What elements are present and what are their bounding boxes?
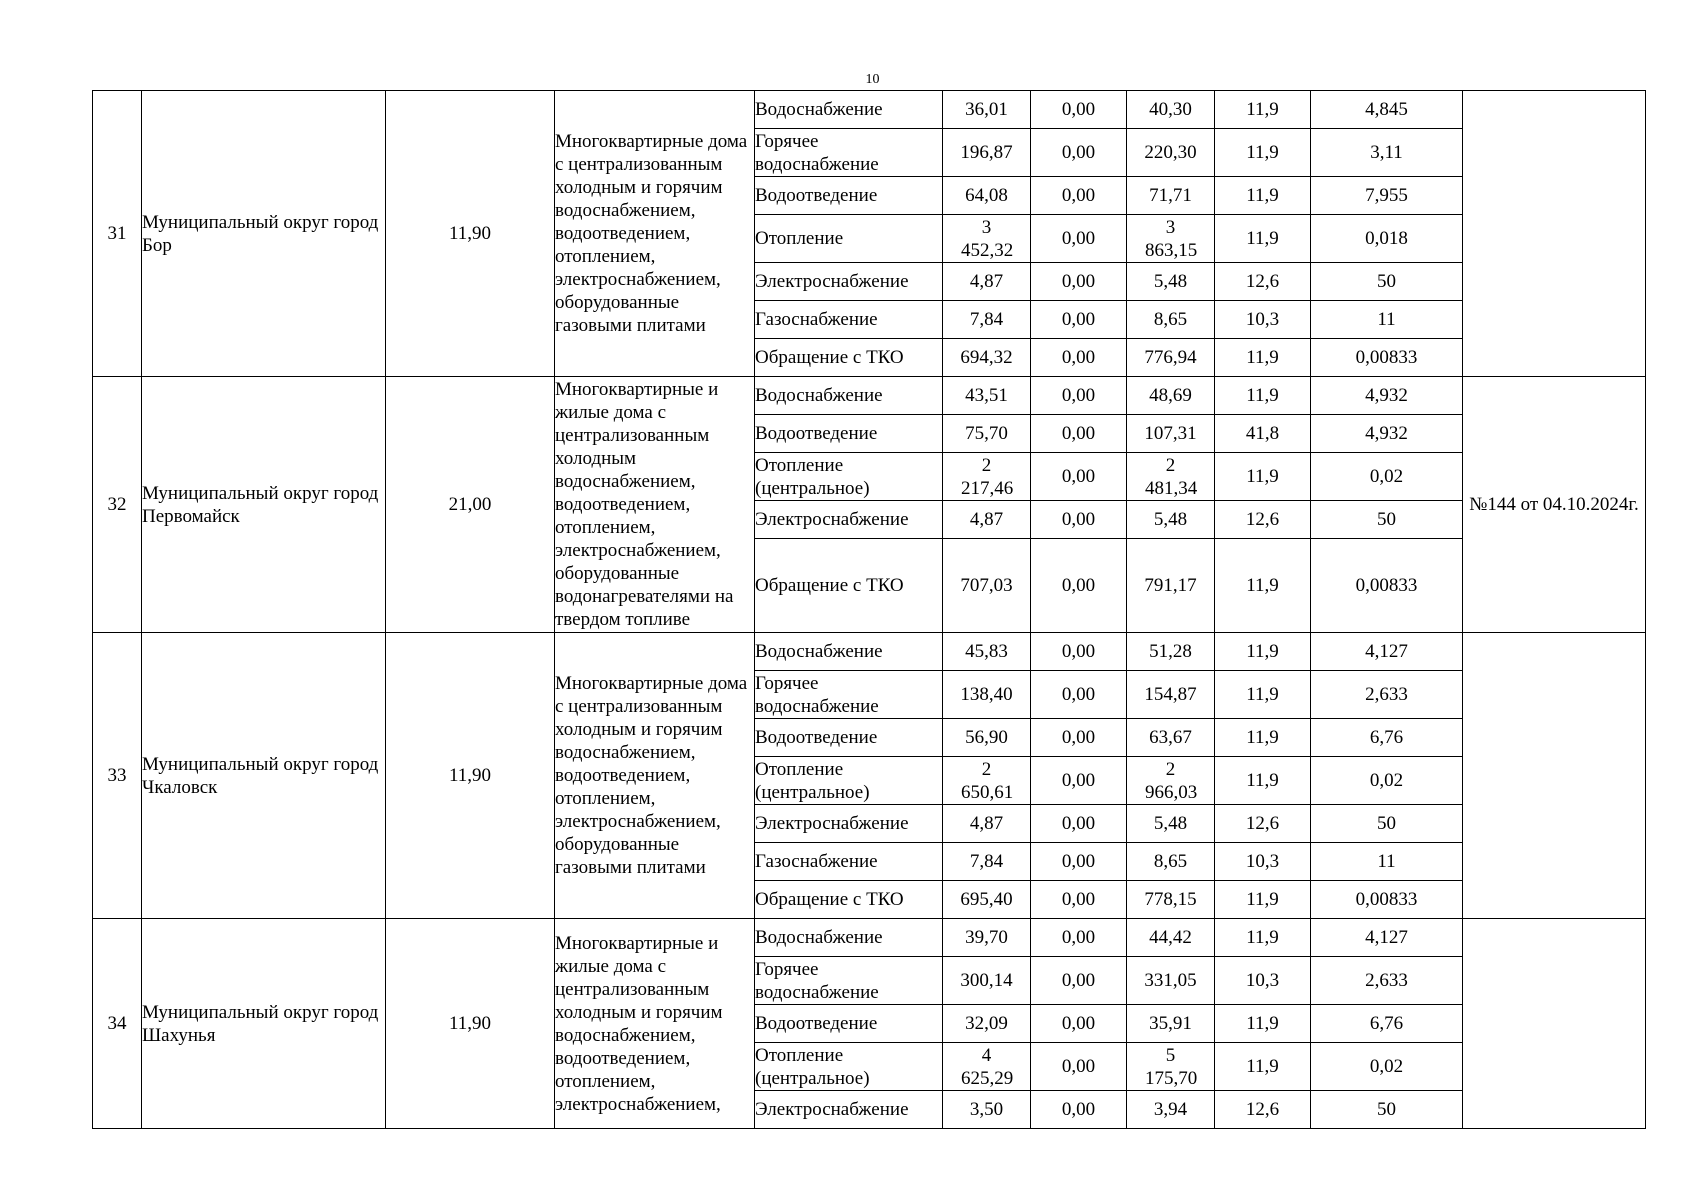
service-c3: 40,30	[1127, 91, 1215, 129]
service-c1: 64,08	[943, 177, 1031, 215]
service-c2: 0,00	[1031, 453, 1127, 501]
service-c5: 4,845	[1311, 91, 1463, 129]
housing-description: Многоквартирные и жилые дома с централизованным холодным водоснабжением, водоотведением, отоплением, электроснабжением, оборудованные водонагревателями на твердом топливе	[555, 377, 755, 633]
service-name: Горячее водоснабжение	[755, 129, 943, 177]
row-number: 34	[93, 919, 142, 1129]
service-c2: 0,00	[1031, 1091, 1127, 1129]
service-name: Водоснабжение	[755, 377, 943, 415]
service-c4: 11,9	[1215, 757, 1311, 805]
row-value: 11,90	[386, 919, 555, 1129]
service-c1: 7,84	[943, 843, 1031, 881]
service-name: Водоснабжение	[755, 633, 943, 671]
document-reference: №144 от 04.10.2024г.	[1463, 377, 1646, 633]
service-c1: 2 217,46	[943, 453, 1031, 501]
service-c4: 12,6	[1215, 805, 1311, 843]
table-row	[93, 377, 1646, 415]
service-name: Электроснабжение	[755, 501, 943, 539]
service-c4: 12,6	[1215, 263, 1311, 301]
service-c3: 3 863,15	[1127, 215, 1215, 263]
service-c2: 0,00	[1031, 633, 1127, 671]
service-c3: 8,65	[1127, 301, 1215, 339]
service-c5: 2,633	[1311, 671, 1463, 719]
service-c2: 0,00	[1031, 539, 1127, 633]
service-c4: 12,6	[1215, 501, 1311, 539]
service-c2: 0,00	[1031, 719, 1127, 757]
service-c4: 41,8	[1215, 415, 1311, 453]
service-c1: 196,87	[943, 129, 1031, 177]
service-c1: 4 625,29	[943, 1043, 1031, 1091]
municipality-name: Муниципальный округ город Чкаловск	[142, 633, 386, 919]
service-name: Газоснабжение	[755, 843, 943, 881]
service-c5: 2,633	[1311, 957, 1463, 1005]
service-c4: 10,3	[1215, 301, 1311, 339]
service-name: Обращение с ТКО	[755, 339, 943, 377]
service-c5: 50	[1311, 805, 1463, 843]
service-c5: 0,02	[1311, 453, 1463, 501]
service-name: Отопление (центральное)	[755, 1043, 943, 1091]
service-c2: 0,00	[1031, 957, 1127, 1005]
municipality-name: Муниципальный округ город Первомайск	[142, 377, 386, 633]
service-name: Горячее водоснабжение	[755, 671, 943, 719]
service-c4: 12,6	[1215, 1091, 1311, 1129]
service-name: Горячее водоснабжение	[755, 957, 943, 1005]
service-c3: 48,69	[1127, 377, 1215, 415]
service-c5: 50	[1311, 501, 1463, 539]
service-c5: 4,932	[1311, 377, 1463, 415]
service-c1: 4,87	[943, 501, 1031, 539]
service-name: Электроснабжение	[755, 263, 943, 301]
service-c3: 791,17	[1127, 539, 1215, 633]
service-c5: 50	[1311, 1091, 1463, 1129]
service-c2: 0,00	[1031, 339, 1127, 377]
service-c4: 11,9	[1215, 339, 1311, 377]
service-c2: 0,00	[1031, 1043, 1127, 1091]
document-reference-empty	[1463, 919, 1646, 1129]
service-c1: 4,87	[943, 263, 1031, 301]
service-name: Водоотведение	[755, 1005, 943, 1043]
service-c1: 4,87	[943, 805, 1031, 843]
service-name: Электроснабжение	[755, 1091, 943, 1129]
service-c4: 11,9	[1215, 671, 1311, 719]
service-c5: 6,76	[1311, 719, 1463, 757]
table-row	[93, 919, 1646, 957]
service-c3: 44,42	[1127, 919, 1215, 957]
service-c5: 3,11	[1311, 129, 1463, 177]
service-name: Газоснабжение	[755, 301, 943, 339]
service-c5: 0,00833	[1311, 339, 1463, 377]
service-c1: 300,14	[943, 957, 1031, 1005]
municipality-name: Муниципальный округ город Бор	[142, 91, 386, 377]
housing-description: Многоквартирные дома с централизованным холодным и горячим водоснабжением, водоотведением, отоплением, электроснабжением, оборудованные газовыми плитами	[555, 91, 755, 377]
housing-description: Многоквартирные дома с централизованным холодным и горячим водоснабжением, водоотведением, отоплением, электроснабжением, оборудованные газовыми плитами	[555, 633, 755, 919]
service-c2: 0,00	[1031, 177, 1127, 215]
service-c3: 154,87	[1127, 671, 1215, 719]
service-c5: 7,955	[1311, 177, 1463, 215]
service-c5: 50	[1311, 263, 1463, 301]
service-c2: 0,00	[1031, 757, 1127, 805]
service-c2: 0,00	[1031, 91, 1127, 129]
service-c1: 3,50	[943, 1091, 1031, 1129]
service-name: Водоснабжение	[755, 91, 943, 129]
row-value: 11,90	[386, 633, 555, 919]
service-c1: 695,40	[943, 881, 1031, 919]
service-c3: 35,91	[1127, 1005, 1215, 1043]
service-c5: 0,00833	[1311, 881, 1463, 919]
service-c5: 11	[1311, 843, 1463, 881]
service-c4: 11,9	[1215, 377, 1311, 415]
service-c1: 2 650,61	[943, 757, 1031, 805]
service-c3: 8,65	[1127, 843, 1215, 881]
service-c3: 3,94	[1127, 1091, 1215, 1129]
service-c4: 10,3	[1215, 957, 1311, 1005]
service-c4: 11,9	[1215, 539, 1311, 633]
service-name: Обращение с ТКО	[755, 881, 943, 919]
service-c4: 11,9	[1215, 453, 1311, 501]
service-c3: 220,30	[1127, 129, 1215, 177]
service-c1: 7,84	[943, 301, 1031, 339]
service-c4: 10,3	[1215, 843, 1311, 881]
municipality-name: Муниципальный округ город Шахунья	[142, 919, 386, 1129]
service-c3: 2 481,34	[1127, 453, 1215, 501]
service-c2: 0,00	[1031, 263, 1127, 301]
service-c1: 56,90	[943, 719, 1031, 757]
service-name: Водоотведение	[755, 177, 943, 215]
service-c2: 0,00	[1031, 301, 1127, 339]
service-c3: 2 966,03	[1127, 757, 1215, 805]
service-c4: 11,9	[1215, 633, 1311, 671]
service-c2: 0,00	[1031, 843, 1127, 881]
service-c5: 0,02	[1311, 757, 1463, 805]
service-c2: 0,00	[1031, 415, 1127, 453]
document-reference-empty	[1463, 91, 1646, 377]
service-name: Электроснабжение	[755, 805, 943, 843]
service-name: Отопление	[755, 215, 943, 263]
service-c4: 11,9	[1215, 91, 1311, 129]
service-c2: 0,00	[1031, 881, 1127, 919]
service-c2: 0,00	[1031, 215, 1127, 263]
document-reference-empty	[1463, 633, 1646, 919]
service-c3: 107,31	[1127, 415, 1215, 453]
service-c2: 0,00	[1031, 129, 1127, 177]
service-name: Обращение с ТКО	[755, 539, 943, 633]
service-c4: 11,9	[1215, 881, 1311, 919]
service-c1: 45,83	[943, 633, 1031, 671]
service-c4: 11,9	[1215, 1005, 1311, 1043]
service-c5: 4,127	[1311, 633, 1463, 671]
service-c4: 11,9	[1215, 215, 1311, 263]
tariff-table	[92, 90, 1646, 1129]
row-number: 31	[93, 91, 142, 377]
service-c4: 11,9	[1215, 1043, 1311, 1091]
service-c5: 0,00833	[1311, 539, 1463, 633]
service-c4: 11,9	[1215, 129, 1311, 177]
service-name: Водоотведение	[755, 719, 943, 757]
service-c3: 331,05	[1127, 957, 1215, 1005]
service-c2: 0,00	[1031, 919, 1127, 957]
service-c2: 0,00	[1031, 377, 1127, 415]
page-number: 10	[865, 72, 880, 87]
service-c5: 6,76	[1311, 1005, 1463, 1043]
service-c1: 36,01	[943, 91, 1031, 129]
row-number: 33	[93, 633, 142, 919]
service-c5: 4,932	[1311, 415, 1463, 453]
service-c1: 694,32	[943, 339, 1031, 377]
service-c5: 0,02	[1311, 1043, 1463, 1091]
row-number: 32	[93, 377, 142, 633]
service-name: Водоотведение	[755, 415, 943, 453]
table-row	[93, 91, 1646, 129]
service-c4: 11,9	[1215, 719, 1311, 757]
service-c1: 43,51	[943, 377, 1031, 415]
service-c3: 778,15	[1127, 881, 1215, 919]
service-c1: 32,09	[943, 1005, 1031, 1043]
row-value: 21,00	[386, 377, 555, 633]
service-c3: 5,48	[1127, 501, 1215, 539]
service-c1: 138,40	[943, 671, 1031, 719]
service-c4: 11,9	[1215, 919, 1311, 957]
service-c1: 75,70	[943, 415, 1031, 453]
service-name: Отопление (центральное)	[755, 453, 943, 501]
service-c2: 0,00	[1031, 1005, 1127, 1043]
service-c5: 0,018	[1311, 215, 1463, 263]
service-c5: 11	[1311, 301, 1463, 339]
service-c3: 63,67	[1127, 719, 1215, 757]
row-value: 11,90	[386, 91, 555, 377]
service-c3: 5,48	[1127, 805, 1215, 843]
service-c3: 776,94	[1127, 339, 1215, 377]
service-name: Водоснабжение	[755, 919, 943, 957]
service-c3: 51,28	[1127, 633, 1215, 671]
service-c1: 707,03	[943, 539, 1031, 633]
service-c2: 0,00	[1031, 805, 1127, 843]
service-c3: 71,71	[1127, 177, 1215, 215]
service-c1: 39,70	[943, 919, 1031, 957]
service-c5: 4,127	[1311, 919, 1463, 957]
service-c4: 11,9	[1215, 177, 1311, 215]
service-c3: 5,48	[1127, 263, 1215, 301]
service-c2: 0,00	[1031, 501, 1127, 539]
service-c2: 0,00	[1031, 671, 1127, 719]
service-name: Отопление (центральное)	[755, 757, 943, 805]
service-c1: 3 452,32	[943, 215, 1031, 263]
housing-description: Многоквартирные и жилые дома с централизованным холодным и горячим водоснабжением, водоотведением, отоплением, электроснабжением,	[555, 919, 755, 1129]
service-c3: 5 175,70	[1127, 1043, 1215, 1091]
table-row	[93, 633, 1646, 671]
